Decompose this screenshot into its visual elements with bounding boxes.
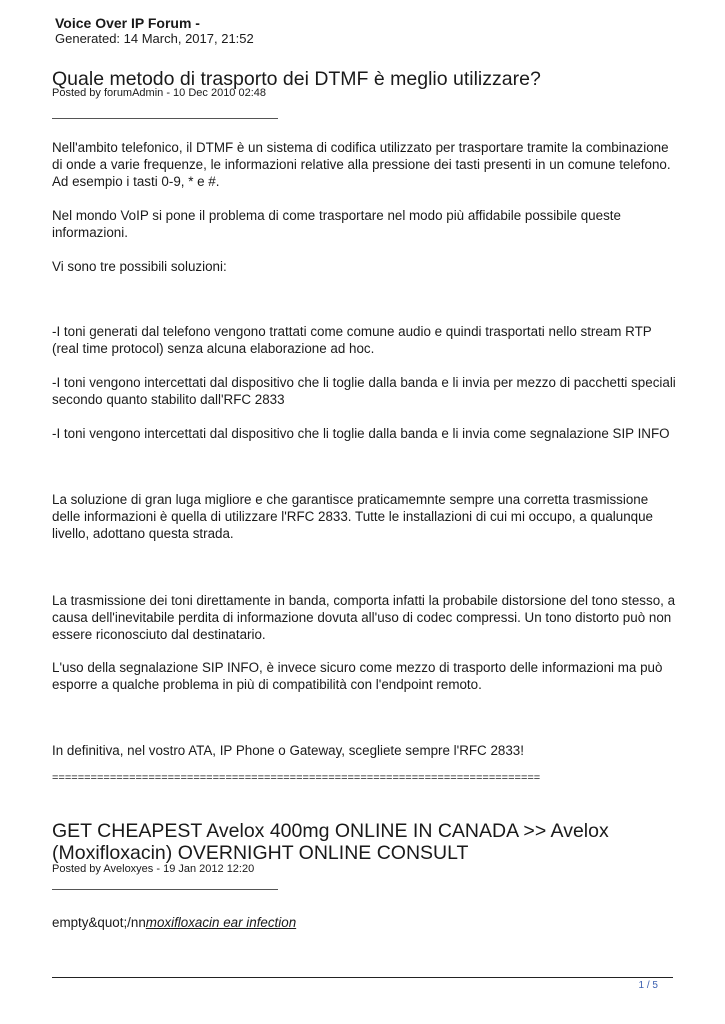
post-divider bbox=[52, 889, 278, 890]
post-divider bbox=[52, 118, 278, 119]
post-paragraph: -I toni vengono intercettati dal dispositivo che li toglie dalla banda e li invia come segnalazione SIP INFO bbox=[52, 426, 670, 441]
post-paragraph: La soluzione di gran luga migliore e che garantisce praticamemnte sempre una corretta trasmissione delle informazioni è quella di utilizzare l'RFC 2833. Tutte le installazioni di cui mi occupo, a qualunque livello, adottano questa strada. bbox=[52, 492, 654, 541]
post-body-text: empty&quot;/nn bbox=[52, 915, 146, 930]
post-title: GET CHEAPEST Avelox 400mg ONLINE IN CANADA >> Avelox (Moxifloxacin) OVERNIGHT ONLINE CONSULT bbox=[52, 820, 609, 864]
post-paragraph: L'uso della segnalazione SIP INFO, è invece sicuro come mezzo di trasporto delle informazioni ma può esporre a qualche problema in più di compatibilità con l'endpoint remoto. bbox=[52, 660, 663, 692]
post-paragraph: -I toni generati dal telefono vengono trattati come comune audio e quindi trasportati nello stream RTP (real time protocol) senza alcuna elaborazione ad hoc. bbox=[52, 324, 652, 356]
generated-date: Generated: 14 March, 2017, 21:52 bbox=[55, 31, 254, 46]
document-header bbox=[55, 15, 254, 47]
post-paragraph: Nel mondo VoIP si pone il problema di come trasportare nel modo più affidabile possibile queste informazioni. bbox=[52, 208, 621, 240]
post-paragraph: In definitiva, nel vostro ATA, IP Phone o Gateway, scegliete sempre l'RFC 2833! bbox=[52, 743, 524, 758]
post-meta: Posted by Aveloxyes - 19 Jan 2012 12:20 bbox=[52, 863, 255, 875]
post-paragraph: La trasmissione dei toni direttamente in banda, comporta infatti la probabile distorsione del tono stesso, a causa dell'inevitabile perdita di informazione dovuta all'uso di codec compressi. Un tono distorto può non essere riconosciuto dal destinatario. bbox=[52, 593, 676, 642]
page-number: 1 / 5 bbox=[638, 980, 658, 991]
post-body bbox=[52, 914, 677, 931]
footer-divider bbox=[52, 977, 673, 978]
moxifloxacin-link[interactable]: moxifloxacin ear infection bbox=[145, 915, 297, 930]
post-separator: ============================================================================ bbox=[52, 772, 541, 784]
post-paragraph: -I toni vengono intercettati dal dispositivo che li toglie dalla banda e li invia per mezzo di pacchetti speciali secondo quanto stabilito dall'RFC 2833 bbox=[52, 375, 676, 407]
post-title: Quale metodo di trasporto dei DTMF è meglio utilizzare? bbox=[52, 68, 541, 90]
post-paragraph: Nell'ambito telefonico, il DTMF è un sistema di codifica utilizzato per trasportare tramite la combinazione di onde a varie frequenze, le informazioni relative alla pressione dei tasti presenti in un comune telefono. Ad esempio i tasti 0-9, * e #. bbox=[52, 140, 671, 189]
post-paragraph: Vi sono tre possibili soluzioni: bbox=[52, 259, 227, 274]
post-meta: Posted by forumAdmin - 10 Dec 2010 02:48 bbox=[52, 87, 267, 99]
forum-title: Voice Over IP Forum - bbox=[55, 15, 200, 31]
